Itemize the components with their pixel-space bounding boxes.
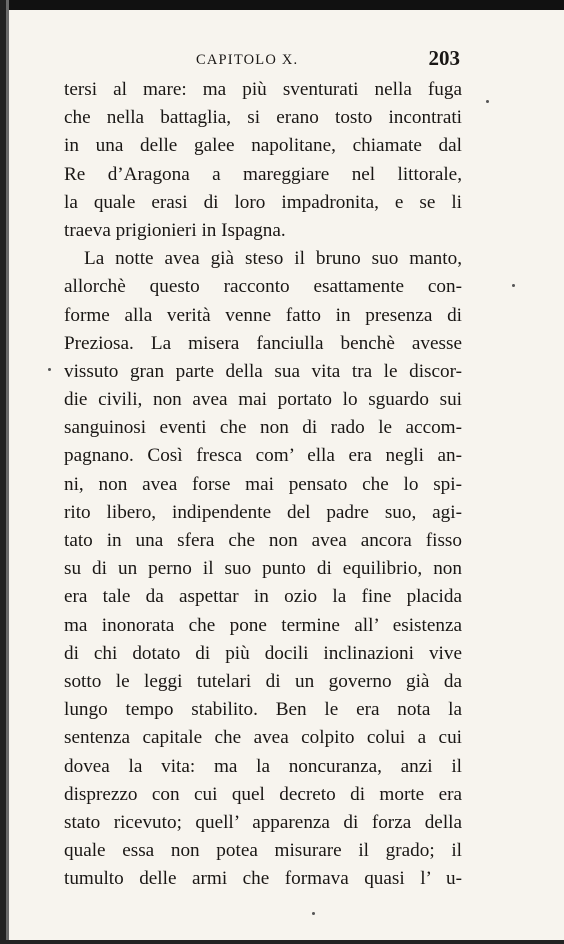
text-line: era tale da aspettar in ozio la fine placida: [64, 586, 462, 608]
text-line: di chi dotato di più docili inclinazioni vive: [64, 642, 462, 664]
text-line: disprezzo con cui quel decreto di morte era: [64, 783, 462, 805]
text-line: stato ricevuto; quell’ apparenza di forza della: [64, 811, 462, 833]
text-line: ni, non avea forse mai pensato che lo spi-: [64, 473, 462, 495]
page-number: 203: [428, 46, 460, 70]
scan-speck: [48, 368, 51, 371]
text-line: sotto le leggi tutelari di un governo già da: [64, 670, 462, 692]
text-line: traeva prigionieri in Ispagna.: [64, 219, 286, 241]
body-text: [64, 76, 462, 893]
text-line: vissuto gran parte della sua vita tra le discor-: [64, 360, 462, 382]
text-line: su di un perno il suo punto di equilibrio, non: [64, 558, 462, 580]
text-line: tato in una sfera che non avea ancora fisso: [64, 530, 462, 551]
text-line: die civili, non avea mai portato lo sguardo sui: [64, 389, 462, 411]
text-line: in una delle galee napolitane, chiamate dal: [64, 135, 462, 157]
text-line: rito libero, indipendente del padre suo, agi-: [64, 501, 462, 523]
text-line: sanguinosi eventi che non di rado le accom-: [64, 417, 462, 439]
text-line: allorchè questo racconto esattamente con-: [64, 276, 462, 298]
scan-speck: [486, 100, 489, 103]
page-header: [196, 46, 460, 72]
text-line: la quale erasi di loro impadronita, e se li: [64, 191, 462, 213]
text-line: ma inonorata che pone termine all’ esistenza: [64, 614, 462, 636]
scan-speck: [312, 912, 315, 915]
text-line: Re d’Aragona a mareggiare nel littorale,: [64, 163, 462, 185]
scan-speck: [512, 284, 515, 287]
text-line: tersi al mare: ma più sventurati nella fuga: [64, 79, 462, 100]
text-line: forme alla verità venne fatto in presenza di: [64, 304, 462, 326]
text-line: La notte avea già steso il bruno suo manto,: [84, 248, 462, 270]
text-line: tumulto delle armi che formava quasi l’ u-: [64, 868, 462, 890]
text-line: che nella battaglia, si erano tosto incontrati: [64, 107, 462, 129]
scan-top-border: [0, 0, 564, 10]
text-line: sentenza capitale che avea colpito colui a cui: [64, 727, 462, 749]
running-head: CAPITOLO X.: [196, 52, 299, 68]
text-line: dovea la vita: ma la noncuranza, anzi il: [64, 755, 462, 777]
text-line: Preziosa. La misera fanciulla benchè avesse: [64, 332, 462, 354]
scan-bottom-border: [0, 940, 564, 944]
text-line: quale essa non potea misurare il grado; il: [64, 840, 462, 862]
text-line: lungo tempo stabilito. Ben le era nota la: [64, 699, 462, 721]
scan-left-shadow: [6, 0, 9, 944]
text-line: pagnano. Così fresca com’ ella era negli an-: [64, 445, 462, 467]
